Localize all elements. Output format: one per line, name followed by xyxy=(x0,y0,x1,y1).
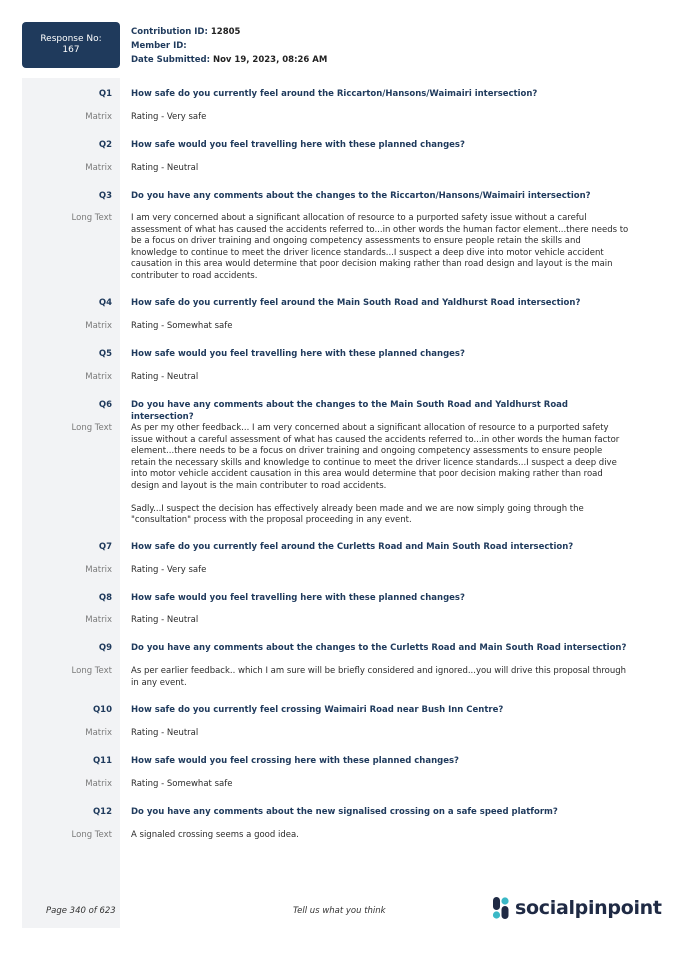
footer-tagline: Tell us what you think xyxy=(293,906,386,916)
question-number: Q3 xyxy=(98,191,112,201)
answer-type: Matrix xyxy=(85,372,112,382)
contribution-id-value: 12805 xyxy=(210,27,241,37)
pinpoint-logo-icon xyxy=(492,896,510,920)
answer-paragraph: Rating - Somewhat safe xyxy=(131,779,233,789)
member-id-label: Member ID: xyxy=(131,41,187,51)
answer-type: Long Text xyxy=(71,666,112,676)
question-number: Q2 xyxy=(98,140,112,150)
answer-type: Long Text xyxy=(71,423,112,433)
answer-paragraph: Rating - Neutral xyxy=(131,372,199,382)
question-text: How safe would you feel crossing here with these planned changes? xyxy=(131,756,459,766)
answer-type: Matrix xyxy=(85,112,112,122)
question-text: How safe would you feel travelling here with these planned changes? xyxy=(131,349,465,359)
answer-type: Long Text xyxy=(71,213,112,223)
answer-text xyxy=(131,163,629,175)
question-number: Q10 xyxy=(92,705,112,715)
answer-text xyxy=(131,779,629,791)
answer-type: Matrix xyxy=(85,728,112,738)
answer-type: Matrix xyxy=(85,779,112,789)
answer-type: Matrix xyxy=(85,321,112,331)
answer-paragraph: Sadly...I suspect the decision has effectively already been made and we are now simply going through the "consultation" process with the proposal proceeding in any event. xyxy=(131,503,584,525)
question-text: How safe do you currently feel crossing Waimairi Road near Bush Inn Centre? xyxy=(131,705,504,715)
logo-text: socialpinpoint xyxy=(515,897,662,919)
question-number: Q12 xyxy=(92,807,112,817)
socialpinpoint-logo xyxy=(492,895,662,921)
question-number: Q1 xyxy=(98,89,112,99)
answer-paragraph: Rating - Neutral xyxy=(131,615,199,625)
question-text: Do you have any comments about the new signalised crossing on a safe speed platform? xyxy=(131,807,558,817)
question-text: How safe would you feel travelling here with these planned changes? xyxy=(131,593,465,603)
question-text: How safe do you currently feel around the Curletts Road and Main South Road intersection? xyxy=(131,542,574,552)
question-number: Q6 xyxy=(98,400,112,410)
page-number: Page 340 of 623 xyxy=(46,906,116,916)
question-text: How safe do you currently feel around the Riccarton/Hansons/Waimairi intersection? xyxy=(131,89,538,99)
answer-paragraph: A signaled crossing seems a good idea. xyxy=(131,830,299,840)
question-number: Q4 xyxy=(98,298,112,308)
answer-paragraph: Rating - Neutral xyxy=(131,163,199,173)
answer-text xyxy=(131,213,629,282)
date-submitted-label: Date Submitted: xyxy=(131,55,210,65)
response-label: Response No: xyxy=(40,34,102,44)
question-text: Do you have any comments about the changes to the Curletts Road and Main South Road intersection? xyxy=(131,643,627,653)
question-text: How safe would you feel travelling here with these planned changes? xyxy=(131,140,465,150)
answer-text xyxy=(131,565,629,577)
question-text: Do you have any comments about the changes to the Riccarton/Hansons/Waimairi intersection? xyxy=(131,191,591,201)
submission-meta xyxy=(131,25,327,67)
label-column-background xyxy=(22,78,120,928)
answer-paragraph: As per my other feedback... I am very concerned about a significant allocation of resource to a purported safety issue without a careful assessment of what has caused the accidents referred to...in other words the human factor element...there needs to be a focus on driver training and ongoing competency assessments to ensure people retain the necessary skills and knowledge to continue to meet the driver licence standards...I suspect a deep dive into motor vehicle accident causation in this area would determine that poor decision making rather than road design and layout is the main contributer to road accidents. xyxy=(131,423,620,491)
answer-text xyxy=(131,666,629,689)
question-number: Q11 xyxy=(92,756,112,766)
answer-text xyxy=(131,728,629,740)
answer-paragraph: Rating - Somewhat safe xyxy=(131,321,233,331)
answer-text xyxy=(131,830,629,842)
answer-text xyxy=(131,372,629,384)
answer-paragraph: As per earlier feedback.. which I am sure will be briefly considered and ignored...you will drive this proposal through in any event. xyxy=(131,666,627,688)
contribution-id-label: Contribution ID: xyxy=(131,27,208,37)
answer-text xyxy=(131,423,629,527)
answer-paragraph: Rating - Neutral xyxy=(131,728,199,738)
question-text: Do you have any comments about the changes to the Main South Road and Yaldhurst Road intersection? xyxy=(131,400,568,422)
question-text: How safe do you currently feel around the Main South Road and Yaldhurst Road intersection? xyxy=(131,298,581,308)
answer-paragraph: I am very concerned about a significant allocation of resource to a purported safety issue without a careful assessment of what has caused the accidents referred to...in other words the human factor element...there needs to be a focus on driver training and ongoing competency assessments to ensure people retain the skills and knowledge to continue to meet the driver licence standards...I suspect a deep dive into motor vehicle accident causation in this area would determine that poor decision making rather than road design and layout is the main contributer to road accidents. xyxy=(131,213,629,281)
question-number: Q7 xyxy=(98,542,112,552)
answer-paragraph: Rating - Very safe xyxy=(131,112,207,122)
answer-type: Matrix xyxy=(85,163,112,173)
answer-text xyxy=(131,321,629,333)
response-number-box xyxy=(22,22,120,68)
answer-type: Matrix xyxy=(85,615,112,625)
answer-type: Long Text xyxy=(71,830,112,840)
question-number: Q5 xyxy=(98,349,112,359)
response-number: 167 xyxy=(62,45,80,55)
date-submitted-value: Nov 19, 2023, 08:26 AM xyxy=(212,55,328,65)
answer-paragraph: Rating - Very safe xyxy=(131,565,207,575)
question-number: Q8 xyxy=(98,593,112,603)
question-number: Q9 xyxy=(98,643,112,653)
answer-text xyxy=(131,112,629,124)
answer-type: Matrix xyxy=(85,565,112,575)
answer-text xyxy=(131,615,629,627)
